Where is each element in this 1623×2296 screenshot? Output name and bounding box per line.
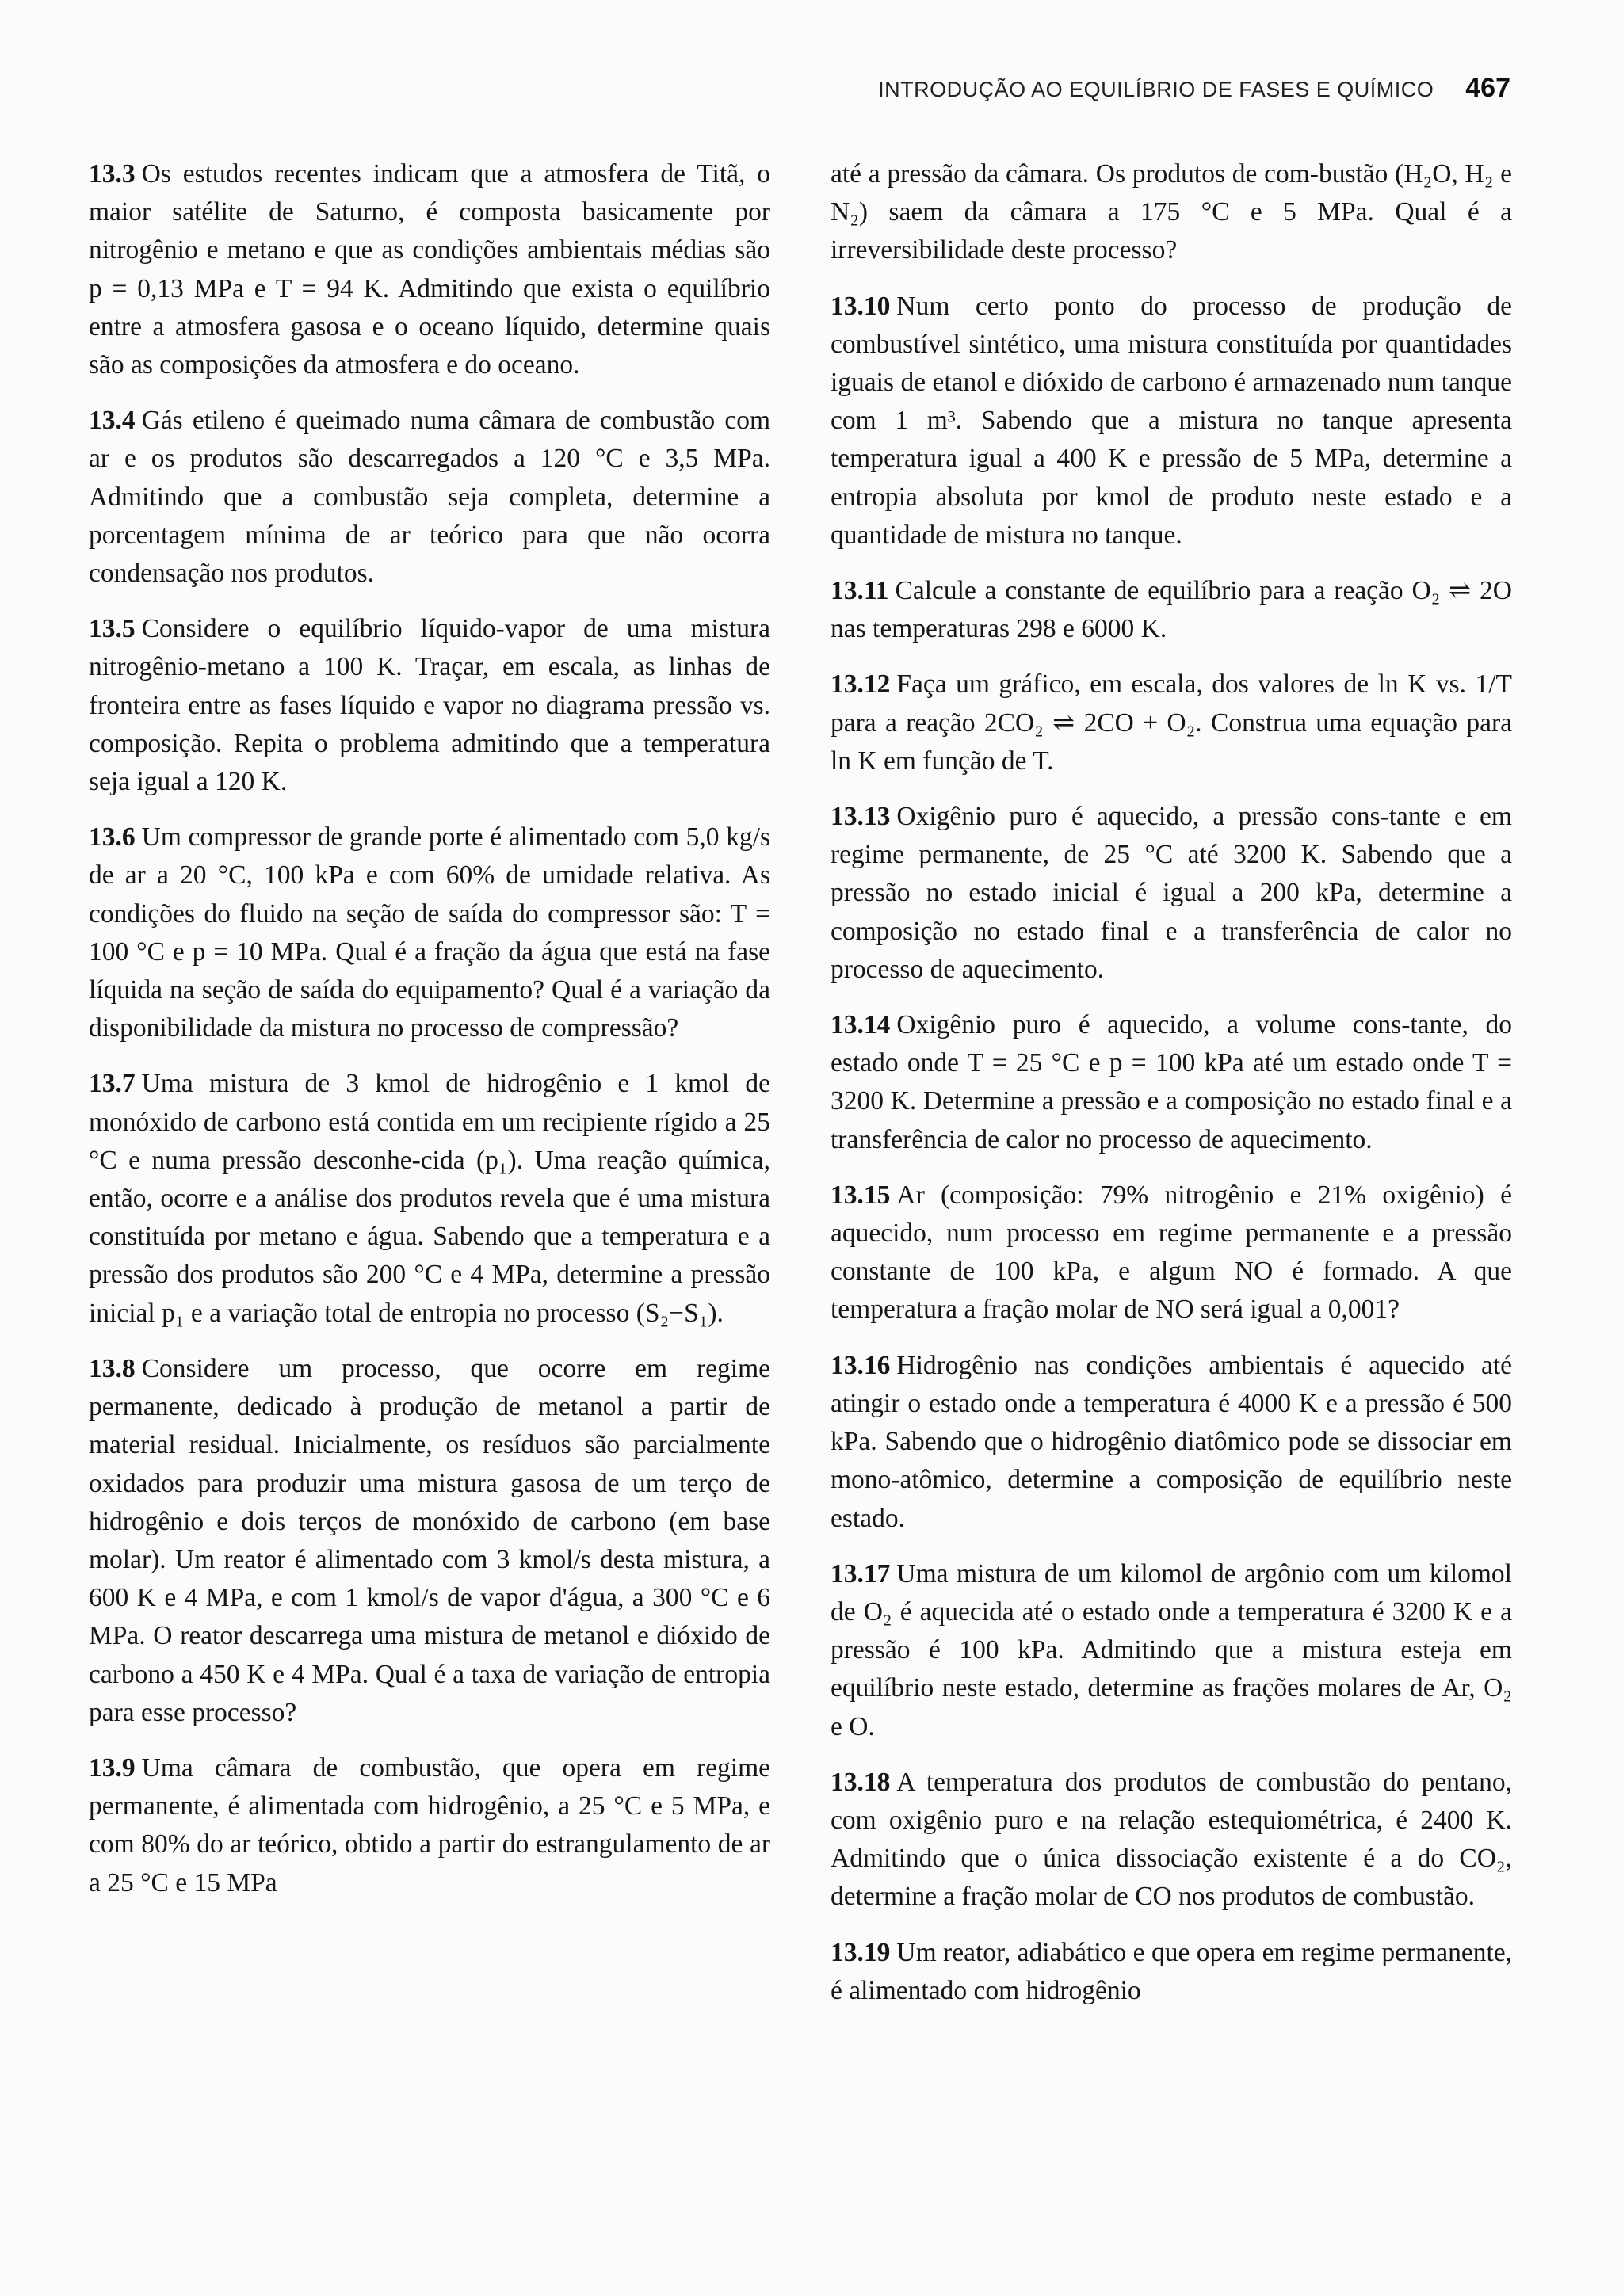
problem-text: Os estudos recentes indicam que a atmosfera de Titã, o maior satélite de Saturno, é composta basicamente por nitrogênio e metano e que as condições ambientais médias são p = 0,13 MPa e T = 94 K. Admitindo que exista o equilíbrio entre a atmosfera gasosa e o oceano líquido, determine quais são as composições da atmosfera e do oceano.	[89, 159, 770, 380]
problem-paragraph	[89, 818, 770, 1047]
problem-text: até a pressão da câmara. Os produtos de com-bustão (H₂O, H₂ e N₂) saem da câmara a 175 °C e 5 MPa. Qual é a irreversibilidade deste processo?	[831, 159, 1512, 265]
problem-number: 13.19	[831, 1937, 891, 1967]
problem-number: 13.15	[831, 1180, 891, 1210]
chapter-title: INTRODUÇÃO AO EQUILÍBRIO DE FASES E QUÍMICO	[878, 78, 1434, 101]
problem-text: Calcule a constante de equilíbrio para a reação O₂ ⇌ 2O nas temperaturas 298 e 6000 K.	[831, 576, 1512, 644]
problem-paragraph	[831, 1177, 1512, 1329]
problem-paragraph	[831, 1934, 1512, 2010]
problem-text: Considere um processo, que ocorre em regime permanente, dedicado à produção de metanol a partir de material residual. Inicialmente, os resíduos são parcialmente oxidados para produzir uma mistura gasosa de um terço de hidrogênio e dois terços de monóxido de carbono (em base molar). Um reator é alimentado com 3 kmol/s desta mistura, a 600 K e 4 MPa, e com 1 kmol/s de vapor d'água, a 300 °C e 6 MPa. O reator descarrega uma mistura de metanol e dióxido de carbono a 450 K e 4 MPa. Qual é a taxa de variação de entropia para esse processo?	[89, 1353, 770, 1727]
problem-paragraph	[831, 572, 1512, 648]
left-column	[89, 155, 770, 1920]
running-header	[789, 73, 1510, 104]
right-column	[831, 155, 1512, 2027]
problem-paragraph	[831, 155, 1512, 270]
problem-paragraph	[89, 1749, 770, 1902]
problem-number: 13.7	[89, 1069, 136, 1099]
problem-text: Oxigênio puro é aquecido, a volume cons-tante, do estado onde T = 25 °C e p = 100 kPa até um estado onde T = 3200 K. Determine a pressão e a composição no estado final e a transferência de calor no processo de aquecimento.	[831, 1010, 1512, 1154]
problem-paragraph	[831, 1764, 1512, 1917]
problem-number: 13.11	[831, 576, 889, 606]
problem-number: 13.12	[831, 669, 891, 700]
problem-paragraph	[89, 1350, 770, 1732]
problem-paragraph	[89, 155, 770, 384]
page-number: 467	[1465, 73, 1510, 103]
problem-text: A temperatura dos produtos de combustão do pentano, com oxigênio puro e na relação estequiométrica, é 2400 K. Admitindo que o única dissociação existente é a do CO₂, determine a fração molar de CO nos produtos de combustão.	[831, 1767, 1512, 1912]
problem-number: 13.18	[831, 1767, 891, 1797]
problem-number: 13.4	[89, 406, 136, 436]
problem-paragraph	[89, 1065, 770, 1332]
problem-number: 13.13	[831, 802, 891, 832]
problem-number: 13.3	[89, 159, 136, 189]
problem-number: 13.14	[831, 1010, 891, 1040]
problem-text: Ar (composição: 79% nitrogênio e 21% oxigênio) é aquecido, num processo em regime permanente e a pressão constante de 100 kPa, e algum NO é formado. A que temperatura a fração molar de NO será igual a 0,001?	[831, 1180, 1512, 1325]
problem-text: Oxigênio puro é aquecido, a pressão cons-tante e em regime permanente, de 25 °C até 3200 K. Sabendo que a pressão no estado inicial é igual a 200 kPa, determine a composição no estado final e a transferência de calor no processo de aquecimento.	[831, 802, 1512, 984]
problem-number: 13.8	[89, 1353, 136, 1383]
problem-number: 13.16	[831, 1350, 891, 1380]
problem-paragraph	[831, 1555, 1512, 1746]
problem-number: 13.10	[831, 291, 891, 321]
problem-paragraph	[831, 666, 1512, 780]
problem-text: Uma câmara de combustão, que opera em regime permanente, é alimentada com hidrogênio, a 25 °C e 5 MPa, e com 80% do ar teórico, obtido a partir do estrangulamento de ar a 25 °C e 15 MPa	[89, 1753, 770, 1897]
problem-text: Um compressor de grande porte é alimentado com 5,0 kg/s de ar a 20 °C, 100 kPa e com 60% de umidade relativa. As condições do fluido na seção de saída do compressor são: T = 100 °C e p = 10 MPa. Qual é a fração da água que está na fase líquida na seção de saída do equipamento? Qual é a variação da disponibilidade da mistura no processo de compressão?	[89, 822, 770, 1043]
problem-text: Gás etileno é queimado numa câmara de combustão com ar e os produtos são descarregados a 120 °C e 3,5 MPa. Admitindo que a combustão seja completa, determine a porcentagem mínima de ar teórico para que não ocorra condensação nos produtos.	[89, 406, 770, 589]
problem-text: Hidrogênio nas condições ambientais é aquecido até atingir o estado onde a temperatura é 4000 K e a pressão é 500 kPa. Sabendo que o hidrogênio diatômico pode se dissociar em mono-atômico, determine a composição de equilíbrio neste estado.	[831, 1350, 1512, 1533]
problem-text: Um reator, adiabático e que opera em regime permanente, é alimentado com hidrogênio	[831, 1937, 1512, 2005]
problem-number: 13.6	[89, 822, 136, 852]
problem-text: Uma mistura de um kilomol de argônio com um kilomol de O₂ é aquecida até o estado onde a temperatura é 3200 K e a pressão é 100 kPa. Admitindo que a mistura esteja em equilíbrio neste estado, determine as frações molares de Ar, O₂ e O.	[831, 1558, 1512, 1741]
problem-text: Faça um gráfico, em escala, dos valores de ln K vs. 1/T para a reação 2CO₂ ⇌ 2CO + O₂. Construa uma equação para ln K em função de T.	[831, 669, 1512, 776]
problem-paragraph	[89, 610, 770, 801]
problem-number: 13.5	[89, 614, 136, 644]
problem-text: Considere o equilíbrio líquido-vapor de uma mistura nitrogênio-metano a 100 K. Traçar, em escala, as linhas de fronteira entre as fases líquido e vapor no diagrama pressão vs. composição. Repita o problema admitindo que a temperatura seja igual a 120 K.	[89, 614, 770, 797]
problem-text: Num certo ponto do processo de produção de combustível sintético, uma mistura constituída por quantidades iguais de etanol e dióxido de carbono é armazenado num tanque com 1 m³. Sabendo que a mistura no tanque apresenta temperatura igual a 400 K e pressão de 5 MPa, determine a entropia absoluta por kmol de produto neste estado e a quantidade de mistura no tanque.	[831, 291, 1512, 550]
problem-number: 13.9	[89, 1753, 136, 1783]
problem-paragraph	[831, 1006, 1512, 1159]
problem-number: 13.17	[831, 1558, 891, 1589]
problem-paragraph	[89, 402, 770, 593]
problem-paragraph	[831, 1347, 1512, 1538]
problem-paragraph	[831, 288, 1512, 555]
problem-paragraph	[831, 798, 1512, 989]
problem-text: Uma mistura de 3 kmol de hidrogênio e 1 kmol de monóxido de carbono está contida em um recipiente rígido a 25 °C e numa pressão desconhe-cida (p₁). Uma reação química, então, ocorre e a análise dos produtos revela que é uma mistura constituída por metano e água. Sabendo que a temperatura e a pressão dos produtos são 200 °C e 4 MPa, determine a pressão inicial p₁ e a variação total de entropia no processo (S₂−S₁).	[89, 1069, 770, 1328]
